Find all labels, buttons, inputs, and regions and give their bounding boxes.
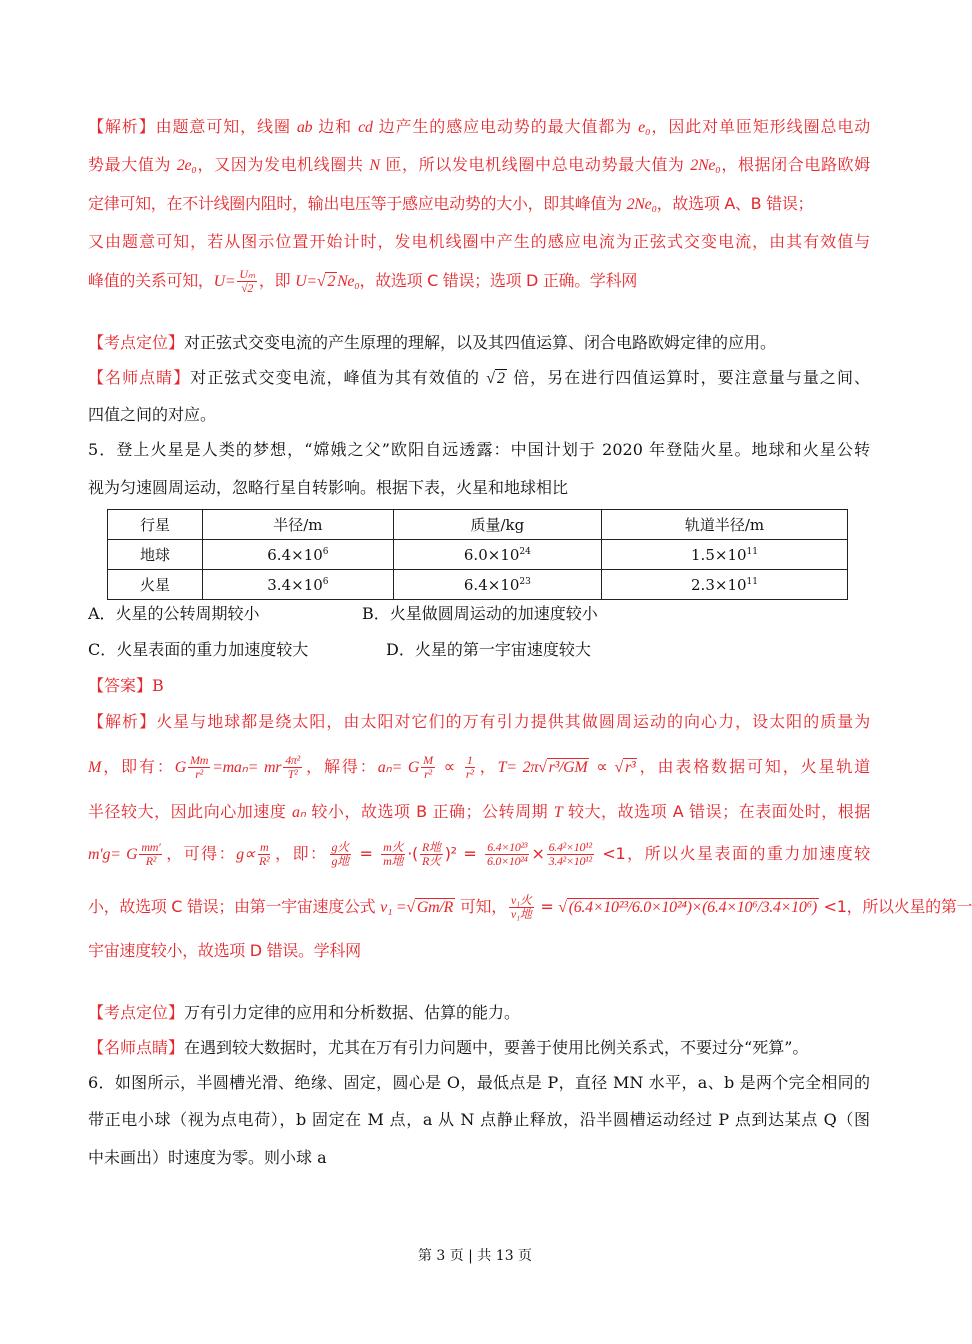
- text-segment: 可知，: [455, 897, 507, 916]
- table-cell: $6.0\times 10^{24}$: [393, 540, 601, 570]
- text-segment: ，可得：: [164, 844, 237, 863]
- numerator: Uₘ: [239, 267, 255, 281]
- fraction: [139, 841, 162, 868]
- fraction: [237, 268, 257, 295]
- text-segment: 【解析】火星与地球都是绕太阳，由太阳对它们的万有引力提供其做圆周运动的向心力，设太阳的质量为: [88, 712, 870, 731]
- numerator: 6.4×10²³: [487, 840, 528, 854]
- mingshi-4-line2: 四值之间的对应。: [88, 405, 217, 424]
- text-segment: ，解得：: [303, 757, 378, 776]
- mingshi-4: [88, 366, 870, 391]
- fraction: [485, 841, 529, 868]
- text-segment: 半径较大，因此向心加速度: [88, 802, 292, 821]
- denominator: r²: [195, 767, 203, 781]
- denominator: √2: [241, 281, 254, 295]
- math-var: U=: [295, 273, 317, 290]
- radicand: r³: [625, 759, 636, 776]
- denominator: m地: [383, 854, 404, 868]
- exponent: 6: [322, 576, 329, 587]
- math-var: T= 2π: [497, 759, 539, 776]
- fraction: [257, 841, 271, 868]
- math-var: cd: [358, 119, 373, 136]
- numerator: 1: [466, 753, 473, 767]
- option-c: C．火星表面的重力加速度较大: [88, 640, 309, 659]
- table-header-cell: 行星: [108, 510, 203, 540]
- analysis-line: [88, 800, 870, 825]
- numerator: m火: [383, 840, 404, 854]
- math-var: U=: [213, 273, 236, 290]
- text-segment: ，故选项 A、B 错误；: [656, 194, 814, 213]
- denominator: r²: [465, 767, 474, 781]
- denominator: 3.4²×10¹²: [548, 854, 592, 868]
- table-cell: $2.3\times 10^{11}$: [602, 570, 848, 600]
- math-var: T: [553, 804, 563, 821]
- numerator: mm′: [141, 840, 161, 854]
- fraction: [464, 754, 476, 781]
- analysis-line: [88, 192, 870, 217]
- text-segment: =: [352, 844, 380, 863]
- text-segment: ∝: [436, 757, 462, 776]
- fraction: [188, 754, 210, 781]
- text-segment: ，由表格数据可知，火星轨道: [637, 757, 871, 776]
- numerator: M: [423, 753, 433, 767]
- math-var: 2Ne₀: [690, 157, 721, 174]
- answer: 【答案】B: [88, 676, 164, 695]
- math-var: aₙ= G: [377, 759, 420, 776]
- table-header-cell: 轨道半径/m: [602, 510, 848, 540]
- math-var: =maₙ= mr: [212, 759, 282, 776]
- analysis-line: [88, 115, 870, 140]
- text-segment: ，又因为发电机线圈共: [196, 155, 370, 174]
- exponent: 24: [519, 546, 531, 557]
- text-segment: ，即: [258, 271, 296, 290]
- analysis-line: [88, 268, 870, 295]
- radicand: Gm/R: [416, 899, 454, 916]
- text-segment: 定律可知，在不计线圈内阻时，输出电压等于感应电动势的大小，即其峰值为: [88, 194, 627, 213]
- text-segment: 又由题意可知，若从图示位置开始计时，发电机线圈中产生的感应电流为正弦式交变电流，由其有效值与: [88, 232, 870, 251]
- exponent: 6: [322, 546, 329, 557]
- mingshi-text: 对正弦式交变电流，峰值为其有效值的: [190, 368, 487, 387]
- denominator: r²: [424, 767, 432, 781]
- denominator: g地: [331, 854, 349, 868]
- text-segment: 较小，故选项 B 正确；公转周期: [305, 802, 554, 821]
- analysis-line: [88, 893, 972, 921]
- q6-stem-line3: 中未画出）时速度为零。则小球 a: [88, 1148, 327, 1167]
- text-segment: 势最大值为: [88, 155, 177, 174]
- numerator: Mm: [190, 753, 209, 767]
- math-var: G: [174, 759, 187, 776]
- mingshi-text: 在遇到较大数据时，尤其在万有引力问题中，要善于使用比例关系式，不要过分“死算”。: [184, 1038, 809, 1057]
- kaodian-tag: 【考点定位】: [88, 1003, 185, 1022]
- option-d: D．火星的第一宇宙速度较大: [386, 640, 591, 659]
- table-row: [108, 540, 848, 570]
- kaodian-tag: 【考点定位】: [88, 333, 185, 352]
- sqrt-expr: √ (6.4×10²³/6.0×10²⁴)×(6.4×10⁶/3.4×10⁶): [558, 899, 817, 916]
- text-segment: <1，所以火星的第一: [818, 897, 972, 916]
- table-cell: $6.4\times 10^6$: [203, 540, 394, 570]
- mingshi-5: [88, 1036, 870, 1060]
- exponent: 11: [746, 576, 758, 587]
- mingshi-tag: 【名师点睛】: [88, 368, 191, 387]
- fraction: [421, 754, 435, 781]
- math-var: aₙ: [291, 804, 306, 821]
- math-var: 2e₀: [176, 157, 197, 174]
- q6-stem-line2: 带正电小球（视为点电荷），b 固定在 M 点，a 从 N 点静止释放，沿半圆槽运动经过 P 点到达某点 Q（图: [88, 1110, 870, 1129]
- exponent: 23: [519, 576, 531, 587]
- planet-table: [107, 509, 848, 600]
- analysis-line: [88, 710, 870, 734]
- math-var: v₁ =: [380, 899, 407, 916]
- mingshi-text-cont: 倍，另在进行四值运算时，要注意量与量之间、: [506, 368, 870, 387]
- fraction: [420, 841, 443, 868]
- sqrt-expr: √ r³: [614, 759, 636, 776]
- table-header-row: [108, 510, 848, 540]
- q6-stem-line1: 6．如图所示，半圆槽光滑、绝缘、固定，圆心是 O，最低点是 P，直径 MN 水平，a、b 是两个完全相同的: [88, 1073, 870, 1092]
- option-b: B．火星做圆周运动的加速度较小: [362, 604, 598, 623]
- table-cell: 地球: [108, 540, 203, 570]
- math-var: e₀: [638, 119, 651, 136]
- analysis-line: [88, 939, 870, 963]
- denominator: v₁地: [510, 907, 532, 921]
- text-segment: ，即：: [273, 844, 328, 863]
- numerator: m: [259, 840, 269, 854]
- kaodian-text: 万有引力定律的应用和分析数据、估算的能力。: [184, 1003, 521, 1022]
- table-cell: 火星: [108, 570, 203, 600]
- option-a: A．火星的公转周期较小: [88, 604, 260, 623]
- math-var: ab: [296, 119, 313, 136]
- denominator: R²: [258, 854, 270, 868]
- mingshi-tag: 【名师点睛】: [88, 1038, 185, 1057]
- text-segment: ，: [477, 757, 498, 776]
- text-segment: ，根据闭合电路欧姆: [720, 155, 870, 174]
- math-var: 2Ne₀: [626, 196, 657, 213]
- math-var: m′g= G: [88, 846, 138, 863]
- denominator: R²: [145, 854, 157, 868]
- text-segment: 小，故选项 C 错误；由第一宇宙速度公式: [88, 897, 381, 916]
- denominator: R火: [421, 854, 441, 868]
- text-segment: 较大，故选项 A 错误；在表面处时，根据: [562, 802, 871, 821]
- fraction: [381, 841, 405, 868]
- fraction: [547, 841, 594, 868]
- text-segment: ，即有：: [101, 757, 175, 776]
- text-segment: ×: [531, 844, 545, 863]
- analysis-line: [88, 230, 870, 254]
- numerator: 4π²: [285, 753, 300, 767]
- numerator: R地: [421, 840, 441, 854]
- table-header-cell: 半径/m: [203, 510, 394, 540]
- text-segment: <1，所以火星表面的重力加速度较: [595, 844, 870, 863]
- q5-stem-line1: 5．登上火星是人类的梦想，“嫦娥之父”欧阳自远透露：中国计划于 2020 年登陆火星。地球和火星公转: [88, 440, 870, 459]
- math-var: N: [369, 157, 380, 174]
- text-segment: 匝，所以发电机线圈中总电动势最大值为: [379, 155, 691, 174]
- sqrt-expr: √ Gm/R: [406, 899, 454, 916]
- sqrt-expr: √ 2: [316, 273, 336, 290]
- kaodian-text: 对正弦式交变电流的产生原理的理解，以及其四值运算、闭合电路欧姆定律的应用。: [184, 333, 777, 352]
- math-var: Ne₀: [337, 273, 360, 290]
- text-segment: 边产生的感应电动势的最大值都为: [372, 117, 639, 136]
- table-cell: $3.4\times 10^6$: [203, 570, 394, 600]
- math-var: M: [88, 759, 102, 776]
- radicand: r³/GM: [548, 759, 588, 776]
- math-var: g∝: [236, 846, 255, 863]
- text-segment: 宇宙速度较小，故选项 D 错误。学科网: [88, 941, 361, 960]
- analysis-line: [88, 153, 870, 178]
- table-row: [108, 570, 848, 600]
- text-segment: 峰值的关系可知，: [88, 271, 214, 290]
- numerator: g火: [331, 840, 349, 854]
- text-segment: 边和: [312, 117, 359, 136]
- text-segment: =: [535, 897, 559, 916]
- table-cell: $1.5\times 10^{11}$: [602, 540, 848, 570]
- page-footer: 第 3 页 | 共 13 页: [417, 1248, 533, 1264]
- text-segment: ，故选项 C 错误；选项 D 正确。学科网: [359, 271, 638, 290]
- table-cell: $6.4\times 10^{23}$: [393, 570, 601, 600]
- exponent: 11: [746, 546, 758, 557]
- fraction: [509, 894, 534, 921]
- text-segment: 【解析】由题意可知，线圈: [88, 117, 297, 136]
- sqrt-expr: √ 2: [486, 370, 505, 387]
- analysis-line: [88, 841, 870, 868]
- numerator: 6.4²×10¹²: [548, 840, 592, 854]
- radicand: (6.4×10²³/6.0×10²⁴)×(6.4×10⁶/3.4×10⁶): [568, 899, 817, 916]
- radicand: 2: [496, 370, 505, 387]
- q5-stem-line2: 视为匀速圆周运动，忽略行星自转影响。根据下表，火星和地球相比: [88, 478, 569, 497]
- sqrt-expr: √ r³/GM: [538, 759, 588, 776]
- fraction: [283, 754, 302, 781]
- radicand: 2: [327, 273, 336, 290]
- denominator: 6.0×10²⁴: [487, 854, 528, 868]
- text-segment: ·(: [407, 844, 418, 863]
- numerator: v₁火: [510, 893, 532, 907]
- fraction: [330, 841, 351, 868]
- text-segment: )² =: [444, 844, 483, 863]
- table-header-cell: 质量/kg: [393, 510, 601, 540]
- text-segment: ∝: [589, 757, 615, 776]
- text-segment: ，因此对单匝矩形线圈总电动: [650, 117, 870, 136]
- analysis-line: [88, 754, 870, 781]
- kaodian-5: [88, 1001, 870, 1025]
- denominator: T²: [287, 767, 298, 781]
- kaodian-4: [88, 331, 870, 355]
